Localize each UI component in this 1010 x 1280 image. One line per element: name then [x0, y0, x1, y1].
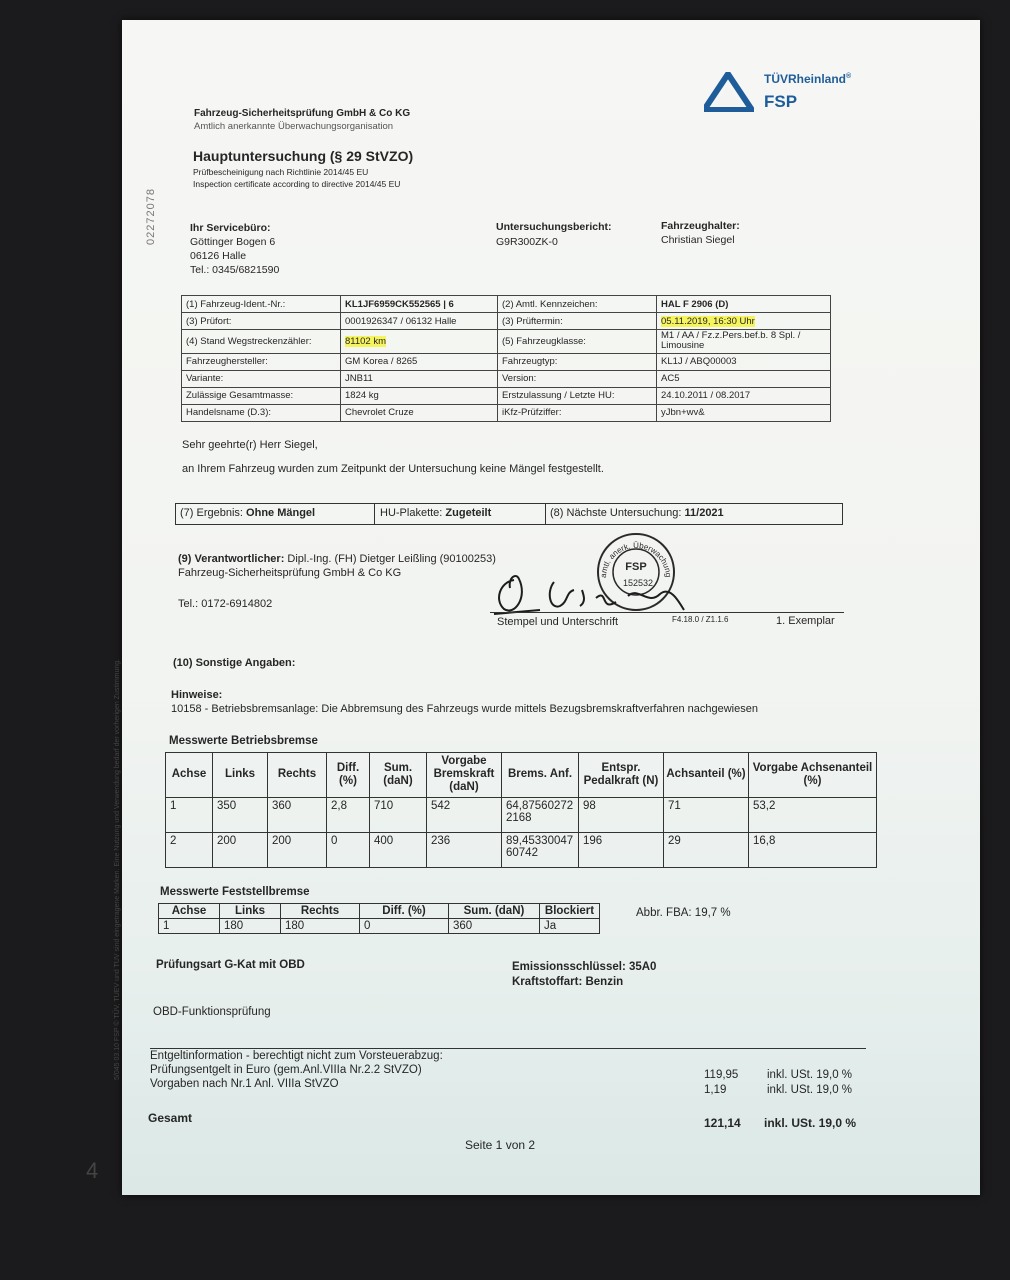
- table-cell: 180: [220, 919, 281, 934]
- triangle-logo-icon: [704, 72, 754, 112]
- responsible-company: Fahrzeug-Sicherheitsprüfung GmbH & Co KG: [178, 567, 402, 579]
- fee-line-label: Vorgaben nach Nr.1 Anl. VIIIa StVZO: [150, 1078, 339, 1090]
- company-name: Fahrzeug-Sicherheitsprüfung GmbH & Co KG: [194, 108, 411, 119]
- fee-line-tax: inkl. USt. 19,0 %: [767, 1069, 853, 1081]
- vehicle-label: (4) Stand Wegstreckenzähler:: [182, 330, 341, 354]
- table-cell: 29: [664, 832, 749, 867]
- table-row: [182, 296, 831, 313]
- document-subtitle-en: Inspection certificate according to directive 2014/45 EU: [193, 179, 401, 189]
- report-label: Untersuchungsbericht:: [496, 221, 612, 233]
- column-header: Achsanteil (%): [664, 753, 749, 798]
- table-header-row: [159, 904, 600, 919]
- table-cell: Ja: [540, 919, 600, 934]
- inspection-date-highlight: 05.11.2019, 16:30 Uhr: [661, 315, 755, 327]
- vehicle-value: KL1JF6959CK552565 | 6: [341, 296, 498, 313]
- column-header: Diff. (%): [327, 753, 370, 798]
- result-field: (7) Ergebnis: Ohne Mängel: [180, 507, 316, 519]
- vehicle-label: Handelsname (D.3):: [182, 404, 341, 421]
- table-header-row: [166, 753, 877, 798]
- fee-line-tax: inkl. USt. 19,0 %: [767, 1084, 853, 1096]
- column-header: Entspr. Pedalkraft (N): [579, 753, 664, 798]
- logo-fsp: FSP: [764, 92, 798, 111]
- table-row: [166, 832, 877, 867]
- owner-name: Christian Siegel: [661, 234, 735, 246]
- fee-line-label: Prüfungsentgelt in Euro (gem.Anl.VIIIa Nr.2.2 StVZO): [150, 1064, 422, 1076]
- table-row: [182, 370, 831, 387]
- table-cell: 89,45330047 60742: [502, 832, 579, 867]
- owner-label: Fahrzeughalter:: [661, 220, 740, 232]
- vehicle-value: HAL F 2906 (D): [657, 296, 831, 313]
- column-header: Diff. (%): [360, 904, 449, 919]
- test-type: Prüfungsart G-Kat mit OBD: [156, 959, 305, 971]
- vehicle-value: yJbn+wv&: [657, 404, 831, 421]
- vehicle-label: (5) Fahrzeugklasse:: [498, 330, 657, 354]
- table-cell: 98: [579, 797, 664, 832]
- table-cell: 360: [449, 919, 540, 934]
- column-header: Rechts: [268, 753, 327, 798]
- table-row: [182, 330, 831, 354]
- table-cell: 64,87560272 2168: [502, 797, 579, 832]
- vehicle-value: [657, 313, 831, 330]
- table-row: [182, 404, 831, 421]
- stamp-center: FSP: [625, 561, 647, 573]
- total-amount: 121,14: [704, 1116, 741, 1130]
- next-inspection-field: (8) Nächste Untersuchung: 11/2021: [550, 507, 724, 519]
- side-disclaimer: 5/045 03.10 FSP © TÜV, TUEV und TUV sind eingetragene Marken. Eine Nutzung und Verwendung bedarf der vorherigen Zustimmung.: [114, 658, 121, 1080]
- table-cell: 236: [427, 832, 502, 867]
- service-brake-table: [165, 752, 877, 868]
- office-label: Ihr Servicebüro:: [190, 222, 271, 234]
- table-cell: 2,8: [327, 797, 370, 832]
- vehicle-label: Variante:: [182, 370, 341, 387]
- parking-brake-table: [158, 903, 600, 934]
- vehicle-value: 0001926347 / 06132 Halle: [341, 313, 498, 330]
- vehicle-value: 1824 kg: [341, 387, 498, 404]
- fee-line-amount: 119,95: [704, 1069, 739, 1081]
- column-header: Links: [220, 904, 281, 919]
- letter-greeting: Sehr geehrte(r) Herr Siegel,: [182, 439, 318, 451]
- tuv-logo: [704, 72, 754, 117]
- table-cell: 350: [213, 797, 268, 832]
- corner-mark: 4: [86, 1158, 99, 1183]
- table-cell: 180: [281, 919, 360, 934]
- vehicle-table: [181, 295, 831, 422]
- fees-title: Entgeltinformation - berechtigt nicht zum Vorsteuerabzug:: [150, 1050, 443, 1062]
- table-cell: 200: [213, 832, 268, 867]
- table-cell: 53,2: [749, 797, 877, 832]
- table-cell: 0: [327, 832, 370, 867]
- table-row: [182, 313, 831, 330]
- signature-mark: [488, 566, 693, 618]
- responsible-line: (9) Verantwortlicher: Dipl.-Ing. (FH) Dietger Leißling (90100253): [178, 553, 496, 565]
- copy-label: 1. Exemplar: [776, 615, 835, 627]
- column-header: Blockiert: [540, 904, 600, 919]
- report-number: G9R300ZK-0: [496, 236, 558, 248]
- table-cell: 71: [664, 797, 749, 832]
- hints-text: 10158 - Betriebsbremsanlage: Die Abbremsung des Fahrzeugs wurde mittels Bezugsbremskraftverfahren nachgewiesen: [171, 703, 758, 715]
- column-header: Vorgabe Bremskraft (daN): [427, 753, 502, 798]
- table-row: [166, 797, 877, 832]
- table-cell: 1: [166, 797, 213, 832]
- vehicle-value: Chevrolet Cruze: [341, 404, 498, 421]
- table-cell: 196: [579, 832, 664, 867]
- result-box: [175, 503, 843, 525]
- column-header: Achse: [159, 904, 220, 919]
- table-cell: 200: [268, 832, 327, 867]
- obd-check: OBD-Funktionsprüfung: [153, 1006, 271, 1018]
- vehicle-value: JNB11: [341, 370, 498, 387]
- column-header: Sum. (daN): [449, 904, 540, 919]
- vehicle-value: KL1J / ABQ00003: [657, 353, 831, 370]
- vehicle-value: AC5: [657, 370, 831, 387]
- table-cell: 16,8: [749, 832, 877, 867]
- fuel-type: Kraftstoffart: Benzin: [512, 976, 624, 988]
- column-header: Rechts: [281, 904, 360, 919]
- table-cell: 1: [159, 919, 220, 934]
- logo-brand: TÜVRheinland®: [764, 72, 852, 86]
- vehicle-label: iKfz-Prüfziffer:: [498, 404, 657, 421]
- form-code: F4.18.0 / Z1.1.6: [672, 615, 729, 624]
- page-number: Seite 1 von 2: [465, 1138, 536, 1152]
- vehicle-value: [341, 330, 498, 354]
- stamp-signature-label: Stempel und Unterschrift: [497, 616, 619, 628]
- vehicle-label: Erstzulassung / Letzte HU:: [498, 387, 657, 404]
- document-title: Hauptuntersuchung (§ 29 StVZO): [193, 148, 414, 164]
- table-cell: 360: [268, 797, 327, 832]
- fee-line-amount: 1,19: [704, 1084, 727, 1096]
- total-tax: inkl. USt. 19,0 %: [764, 1116, 857, 1130]
- vehicle-label: Zulässige Gesamtmasse:: [182, 387, 341, 404]
- vehicle-label: Version:: [498, 370, 657, 387]
- vehicle-label: (1) Fahrzeug-Ident.-Nr.:: [182, 296, 341, 313]
- vehicle-label: (3) Prüfort:: [182, 313, 341, 330]
- fba-value: Abbr. FBA: 19,7 %: [636, 907, 731, 919]
- hints-label: Hinweise:: [171, 689, 223, 701]
- column-header: Achse: [166, 753, 213, 798]
- vehicle-value: M1 / AA / Fz.z.Pers.bef.b. 8 Spl. / Limousine: [657, 330, 831, 354]
- vehicle-value: 24.10.2011 / 08.2017: [657, 387, 831, 404]
- office-phone: Tel.: 0345/6821590: [190, 264, 280, 276]
- office-street: Göttinger Bogen 6: [190, 236, 276, 248]
- vehicle-label: Fahrzeughersteller:: [182, 353, 341, 370]
- service-brake-title: Messwerte Betriebsbremse: [169, 735, 318, 747]
- vehicle-label: Fahrzeugtyp:: [498, 353, 657, 370]
- letter-text: an Ihrem Fahrzeug wurden zum Zeitpunkt der Untersuchung keine Mängel festgestellt.: [182, 463, 604, 475]
- office-city: 06126 Halle: [190, 250, 247, 262]
- vehicle-label: (3) Prüftermin:: [498, 313, 657, 330]
- other-info-title: (10) Sonstige Angaben:: [173, 657, 296, 669]
- table-cell: 710: [370, 797, 427, 832]
- table-cell: 400: [370, 832, 427, 867]
- document-subtitle-de: Prüfbescheinigung nach Richtlinie 2014/45 EU: [193, 167, 369, 177]
- column-header: Brems. Anf.: [502, 753, 579, 798]
- table-cell: 2: [166, 832, 213, 867]
- table-row: [182, 353, 831, 370]
- column-header: Links: [213, 753, 268, 798]
- table-cell: 542: [427, 797, 502, 832]
- responsible-phone: Tel.: 0172-6914802: [178, 598, 273, 610]
- vehicle-label: (2) Amtl. Kennzeichen:: [498, 296, 657, 313]
- serial-number: 02272078: [145, 188, 157, 245]
- column-header: Sum. (daN): [370, 753, 427, 798]
- table-cell: 0: [360, 919, 449, 934]
- column-header: Vorgabe Achsenanteil (%): [749, 753, 877, 798]
- company-subtitle: Amtlich anerkannte Überwachungsorganisation: [194, 121, 394, 132]
- table-row: [182, 387, 831, 404]
- total-label: Gesamt: [148, 1111, 193, 1125]
- stamp-number: 152532: [622, 578, 654, 588]
- vehicle-value: GM Korea / 8265: [341, 353, 498, 370]
- plakette-field: HU-Plakette: Zugeteilt: [380, 507, 492, 519]
- stamp-arc-text: amtl. anerk. Überwachung: [598, 540, 674, 579]
- table-row: [159, 919, 600, 934]
- odometer-highlight: 81102 km: [345, 335, 387, 347]
- parking-brake-title: Messwerte Feststellbremse: [160, 886, 310, 898]
- emission-key: Emissionsschlüssel: 35A0: [512, 961, 657, 973]
